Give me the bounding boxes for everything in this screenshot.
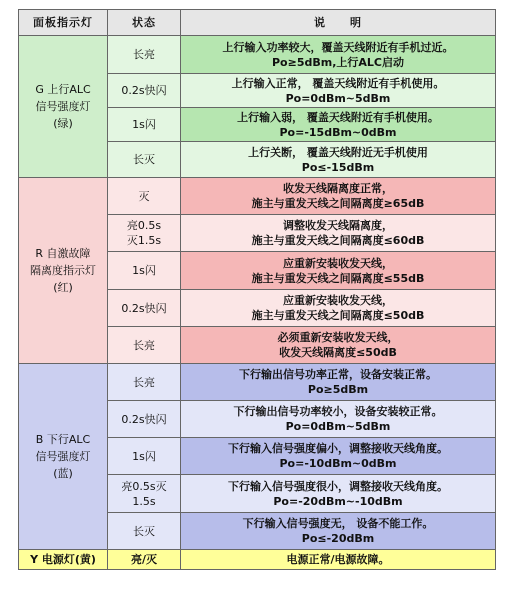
table-row: [19, 364, 496, 401]
indicator-table-wrapper: [18, 9, 495, 570]
header-panel: 面板指示灯: [19, 10, 108, 36]
description-cell: 必须重新安装收发天线， 收发天线隔离度≤50dB: [181, 327, 496, 364]
state-cell: 灭: [108, 178, 181, 215]
description-cell: 应重新安装收发天线， 施主与重发天线之间隔离度≤50dB: [181, 290, 496, 327]
table-body: [19, 36, 496, 570]
state-cell: 0.2s快闪: [108, 290, 181, 327]
indicator-lamp-b: B 下行ALC 信号强度灯 (蓝): [19, 364, 108, 550]
description-cell: 应重新安装收发天线， 施主与重发天线之间隔离度≤55dB: [181, 252, 496, 290]
state-cell: 亮0.5s 灭1.5s: [108, 215, 181, 252]
indicator-lamp-g: G 上行ALC 信号强度灯 (绿): [19, 36, 108, 178]
state-cell: 长亮: [108, 327, 181, 364]
description-cell: 电源正常/电源故障。: [181, 550, 496, 570]
indicator-lamp-y: Y 电源灯(黄): [19, 550, 108, 570]
state-cell: 长灭: [108, 513, 181, 550]
indicator-lamp-r: R 自激故障 隔离度指示灯 (红): [19, 178, 108, 364]
state-cell: 1s闪: [108, 438, 181, 475]
description-cell: 下行输入信号强度很小，调整接收天线角度。 Po=-20dBm~-10dBm: [181, 475, 496, 513]
header-row: [19, 10, 496, 36]
table-row: [19, 178, 496, 215]
state-cell: 0.2s快闪: [108, 74, 181, 108]
description-cell: 上行输入功率较大，覆盖天线附近有手机过近。 Po≥5dBm,上行ALC启动: [181, 36, 496, 74]
header-desc: 说 明: [181, 10, 496, 36]
table-row: [19, 36, 496, 74]
state-cell: 1s闪: [108, 252, 181, 290]
state-cell: 亮/灭: [108, 550, 181, 570]
description-cell: 上行输入正常， 覆盖天线附近有手机使用。 Po=0dBm~5dBm: [181, 74, 496, 108]
state-cell: 长灭: [108, 142, 181, 178]
description-cell: 收发天线隔离度正常， 施主与重发天线之间隔离度≥65dB: [181, 178, 496, 215]
description-cell: 上行输入弱， 覆盖天线附近有手机使用。 Po=-15dBm~0dBm: [181, 108, 496, 142]
state-cell: 0.2s快闪: [108, 401, 181, 438]
header-state: 状态: [108, 10, 181, 36]
state-cell: 长亮: [108, 364, 181, 401]
table-row: [19, 550, 496, 570]
state-cell: 长亮: [108, 36, 181, 74]
description-cell: 下行输出信号功率较小，设备安装较正常。 Po=0dBm~5dBm: [181, 401, 496, 438]
description-cell: 调整收发天线隔离度， 施主与重发天线之间隔离度≤60dB: [181, 215, 496, 252]
description-cell: 下行输入信号强度偏小，调整接收天线角度。 Po=-10dBm~0dBm: [181, 438, 496, 475]
description-cell: 上行关断， 覆盖天线附近无手机使用 Po≤-15dBm: [181, 142, 496, 178]
state-cell: 亮0.5s灭 1.5s: [108, 475, 181, 513]
indicator-table: [18, 9, 496, 570]
state-cell: 1s闪: [108, 108, 181, 142]
description-cell: 下行输入信号强度无， 设备不能工作。 Po≤-20dBm: [181, 513, 496, 550]
description-cell: 下行输出信号功率正常，设备安装正常。 Po≥5dBm: [181, 364, 496, 401]
